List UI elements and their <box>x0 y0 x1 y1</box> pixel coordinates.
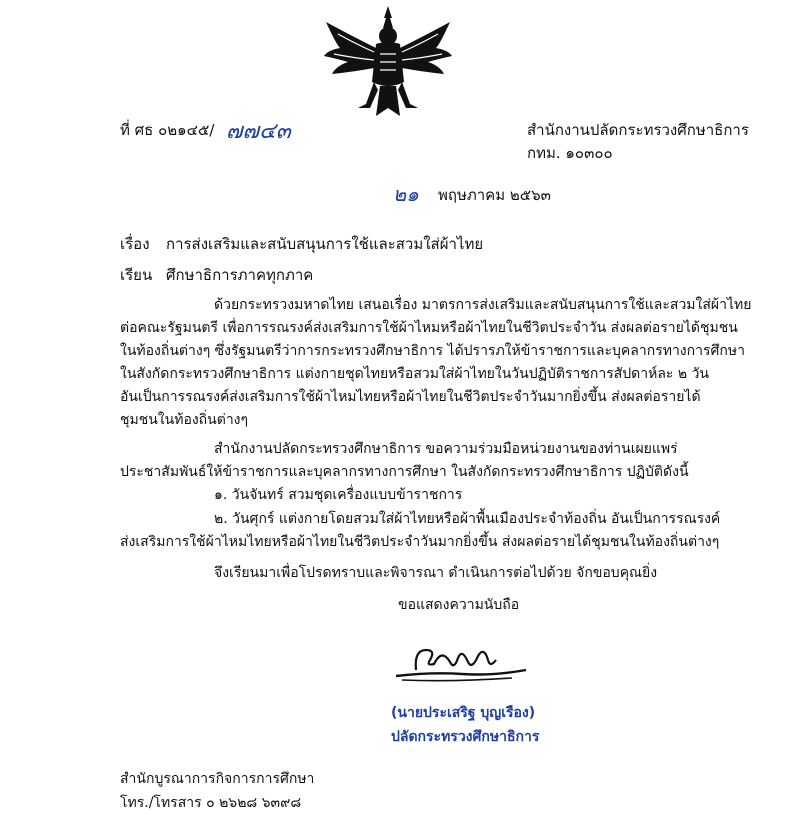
respect-phrase: ขอแสดงความนับถือ <box>398 597 520 613</box>
office-name: สำนักงานปลัดกระทรวงศึกษาธิการ <box>527 121 749 139</box>
office-postcode: กทม. ๑๐๓๐๐ <box>527 144 613 162</box>
garuda-emblem-icon <box>318 4 458 122</box>
handwritten-signature-icon <box>392 636 532 686</box>
date-month-year: พฤษภาคม ๒๕๖๓ <box>438 186 551 204</box>
para1-line: ในท้องถิ่นต่างๆ ซึ่งรัฐมนตรีว่าการกระทรวงศึกษาธิการ ได้ปรารภให้ข้าราชการและบุคลากรทางการศึกษา <box>120 343 745 359</box>
addressee-text: ศึกษาธิการภาคทุกภาค <box>166 266 314 284</box>
para1-line: ในสังกัดกระทรวงศึกษาธิการ แต่งกายชุดไทยหรือสวมใส่ผ้าไทยในวันปฏิบัติราชการสัปดาห์ละ ๒ วัน <box>120 366 710 382</box>
para1-line: ชุมชนในท้องถิ่นต่างๆ <box>120 412 249 428</box>
para1-line: อันเป็นการรณรงค์ส่งเสริมการใช้ผ้าไหมไทยหรือผ้าไทยในชีวิตประจำวันมากยิ่งขึ้น ส่งผลต่อรายได้ <box>120 389 701 405</box>
subject-text: การส่งเสริมและสนับสนุนการใช้และสวมใส่ผ้าไทย <box>166 235 484 253</box>
addressee-label: เรียน <box>120 266 153 284</box>
list-item-friday: ๒. วันศุกร์ แต่งกายโดยสวมใส่ผ้าไทยหรือผ้าพื้นเมืองประจำท้องถิ่น อันเป็นการรณรงค์ <box>214 511 721 527</box>
subject-label: เรื่อง <box>120 235 150 253</box>
date-day: ๒๑ <box>393 182 419 206</box>
para1-line: ด้วยกระทรวงมหาดไทย เสนอเรื่อง มาตรการส่งเสริมและสนับสนุนการใช้และสวมใส่ผ้าไทย <box>214 297 752 313</box>
para2-line: ประชาสัมพันธ์ให้ข้าราชการและบุคลากรทางการศึกษา ในสังกัดกระทรวงศึกษาธิการ ปฏิบัติดังนี้ <box>120 464 689 480</box>
footer-phone: โทร./โทรสาร ๐ ๒๖๒๘ ๖๓๙๘ <box>120 795 302 811</box>
para1-line: ต่อคณะรัฐมนตรี เพื่อการรณรงค์ส่งเสริมการใช้ผ้าไหมหรือผ้าไทยในชีวิตประจำวัน ส่งผลต่อรายได้ชุมชน <box>120 320 738 336</box>
signatory-name: (นายประเสริฐ บุญเรือง) <box>391 705 536 721</box>
para2-line: สำนักงานปลัดกระทรวงศึกษาธิการ ขอความร่วมมือหน่วยงานของท่านเผยแพร่ <box>214 441 678 457</box>
list-item-friday-cont: ส่งเสริมการใช้ผ้าไหมไทยหรือผ้าไทยในชีวิตประจำวันมากยิ่งขึ้น ส่งผลต่อรายได้ชุมชนในท้องถิ่นต่างๆ <box>120 534 720 550</box>
reference-number: ๗๗๔๓ <box>226 119 291 144</box>
reference-label: ที่ ศธ ๐๒๑๔๕/ <box>120 121 215 139</box>
footer-department: สำนักบูรณาการกิจการการศึกษา <box>120 771 315 787</box>
closing-sentence: จึงเรียนมาเพื่อโปรดทราบและพิจารณา ดำเนินการต่อไปด้วย จักขอบคุณยิ่ง <box>214 565 658 581</box>
signatory-title: ปลัดกระทรวงศึกษาธิการ <box>391 729 540 745</box>
list-item-monday: ๑. วันจันทร์ สวมชุดเครื่องแบบข้าราชการ <box>214 487 463 503</box>
